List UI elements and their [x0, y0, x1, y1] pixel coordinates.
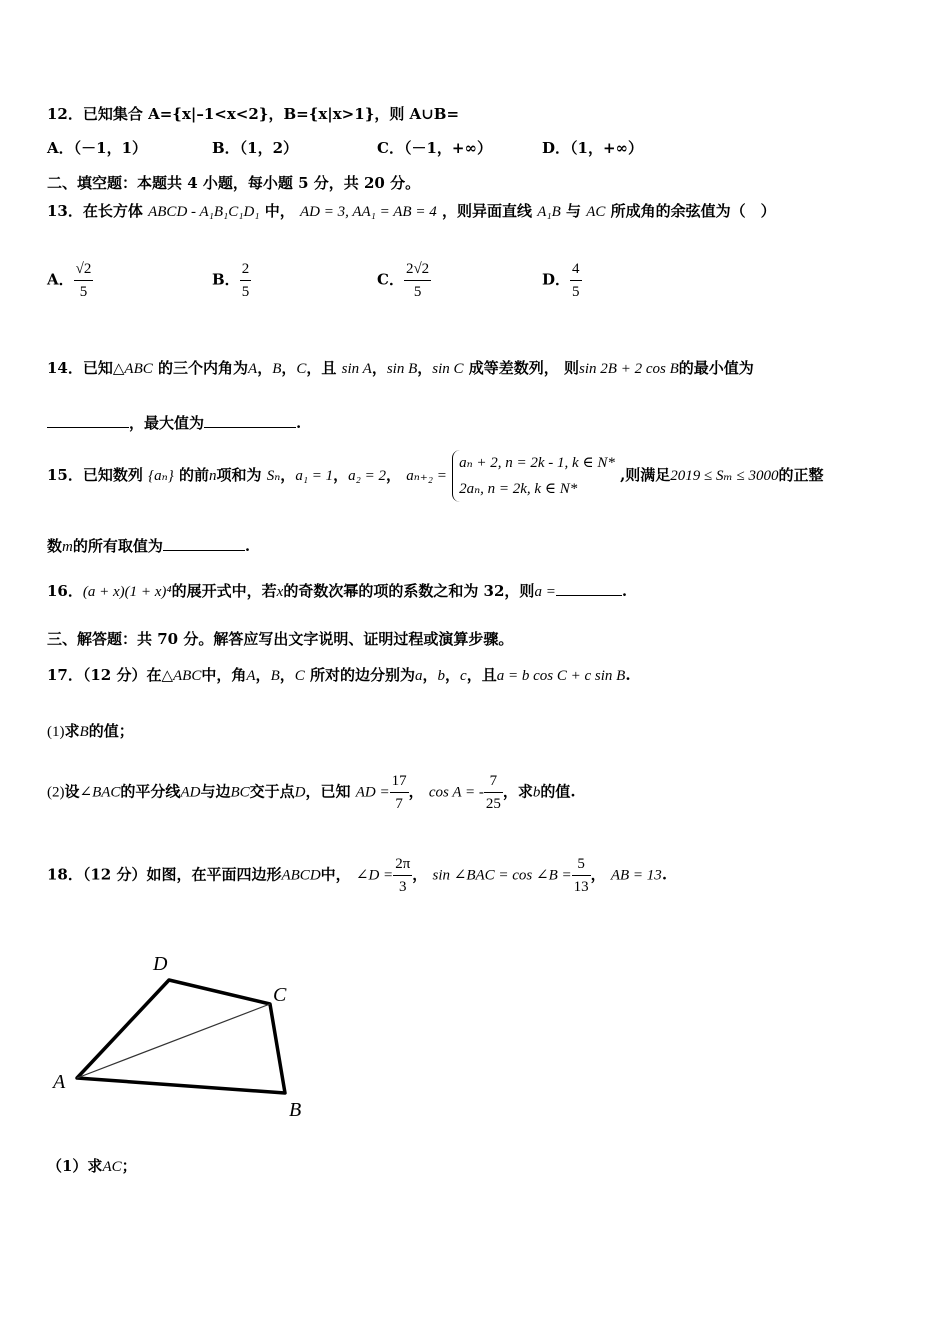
q15-cases: aₙ + 2, n = 2k - 1, k ∈ N* 2aₙ, n = 2k, k ∈ N* — [452, 450, 615, 502]
q13-cond: AD = 3, AA₁ = AB = 4 — [300, 204, 437, 220]
q13-line2: AC — [586, 204, 606, 220]
q13-text2: ，则异面直线 — [441, 202, 532, 220]
label-c: C — [273, 984, 287, 1006]
q18-part1: （1）求AC； — [47, 1157, 137, 1175]
section-2-heading: 二、填空题：本题共 4 小题，每小题 5 分，共 20 分。 — [47, 174, 421, 192]
q13-option-d: D． $\frac{4}{5}$ — [542, 258, 582, 303]
q12-option-a: A．（－1，1） — [47, 139, 148, 157]
q15-blank[interactable] — [163, 550, 245, 551]
q13-line1: A₁B — [537, 204, 561, 220]
q15-stem: 15．已知数列 {aₙ} 的前n项和为 Sₙ，a₁ = 1，a₂ = 2， aₙ₊₂ = aₙ + 2, n = 2k - 1, k ∈ N* 2aₙ, n = 2k, k ∈ N* ,则满足2019 ≤ Sₘ ≤ 3000的正整 — [47, 450, 823, 502]
q17-stem: 17．（12 分）在△ABC中，角A，B，C 所对的边分别为a，b，c，且a = b cos C + c sin B. — [47, 666, 631, 684]
q13-text3: 与 — [565, 202, 581, 220]
q15-seq: {aₙ} — [148, 468, 174, 484]
q14-blank-max[interactable] — [204, 427, 296, 428]
q16-blank[interactable] — [556, 595, 622, 596]
label-b: B — [289, 1099, 302, 1121]
label-d: D — [153, 953, 168, 975]
q14-stem: 14．已知△ABC 的三个内角为A，B，C，且 sin A，sin B，sin C 成等差数列， 则sin 2B + 2 cos B的最小值为 — [47, 359, 754, 377]
q12-option-b: B．（1，2） — [212, 139, 299, 157]
q14-blank-min[interactable] — [47, 427, 129, 428]
q15-line2: 数m的所有取值为 . — [47, 537, 251, 555]
q12-option-d: D．（1，+∞） — [542, 139, 644, 157]
q13-text4: 所成角的余弦值为（ ） — [610, 202, 776, 220]
q14-line2: ，最大值为 . — [47, 412, 301, 433]
q13-prefix: 13．在长方体 — [47, 202, 143, 220]
q13-option-a: A． $\frac{√2}{5}$ — [47, 258, 93, 303]
section-3-heading: 三、解答题：共 70 分。解答应写出文字说明、证明过程或演算步骤。 — [47, 630, 514, 648]
q13-mid: 中， — [264, 202, 295, 220]
q13-option-b: B． $\frac{2}{5}$ — [212, 258, 251, 303]
q18-stem: 18．（12 分）如图，在平面四边形ABCD中， ∠D = $\frac{2\pi}{3}$ ， sin ∠BAC = cos ∠B = $\frac{5}{13}$ ， AB = 13. — [47, 853, 667, 898]
diagonal-ac — [77, 1004, 270, 1078]
q16-stem: 16．(a + x)(1 + x)⁴的展开式中，若x的奇数次幂的项的系数之和为 32，则a = . — [47, 582, 628, 600]
q13-box: ABCD - A₁B₁C₁D₁ — [148, 204, 260, 220]
label-a: A — [53, 1071, 66, 1093]
q13-stem — [47, 200, 776, 221]
q12-stem: 12．已知集合 A={x|–1<x<2}，B={x|x>1}，则 A∪B= — [47, 105, 460, 123]
q13-option-c: C． $\frac{2√2}{5}$ — [377, 258, 431, 303]
quadrilateral-outline — [77, 980, 285, 1093]
q17-part1: (1)求B的值； — [47, 722, 134, 740]
q17-part2: (2)设∠BAC的平分线AD与边BC交于点D，已知 AD = $\frac{17}{7}$ ， cos A = - $\frac{7}{25}$ ，求b的值. — [47, 770, 576, 815]
quadrilateral-figure — [45, 950, 315, 1125]
q12-option-c: C．（－1，+∞） — [377, 139, 492, 157]
